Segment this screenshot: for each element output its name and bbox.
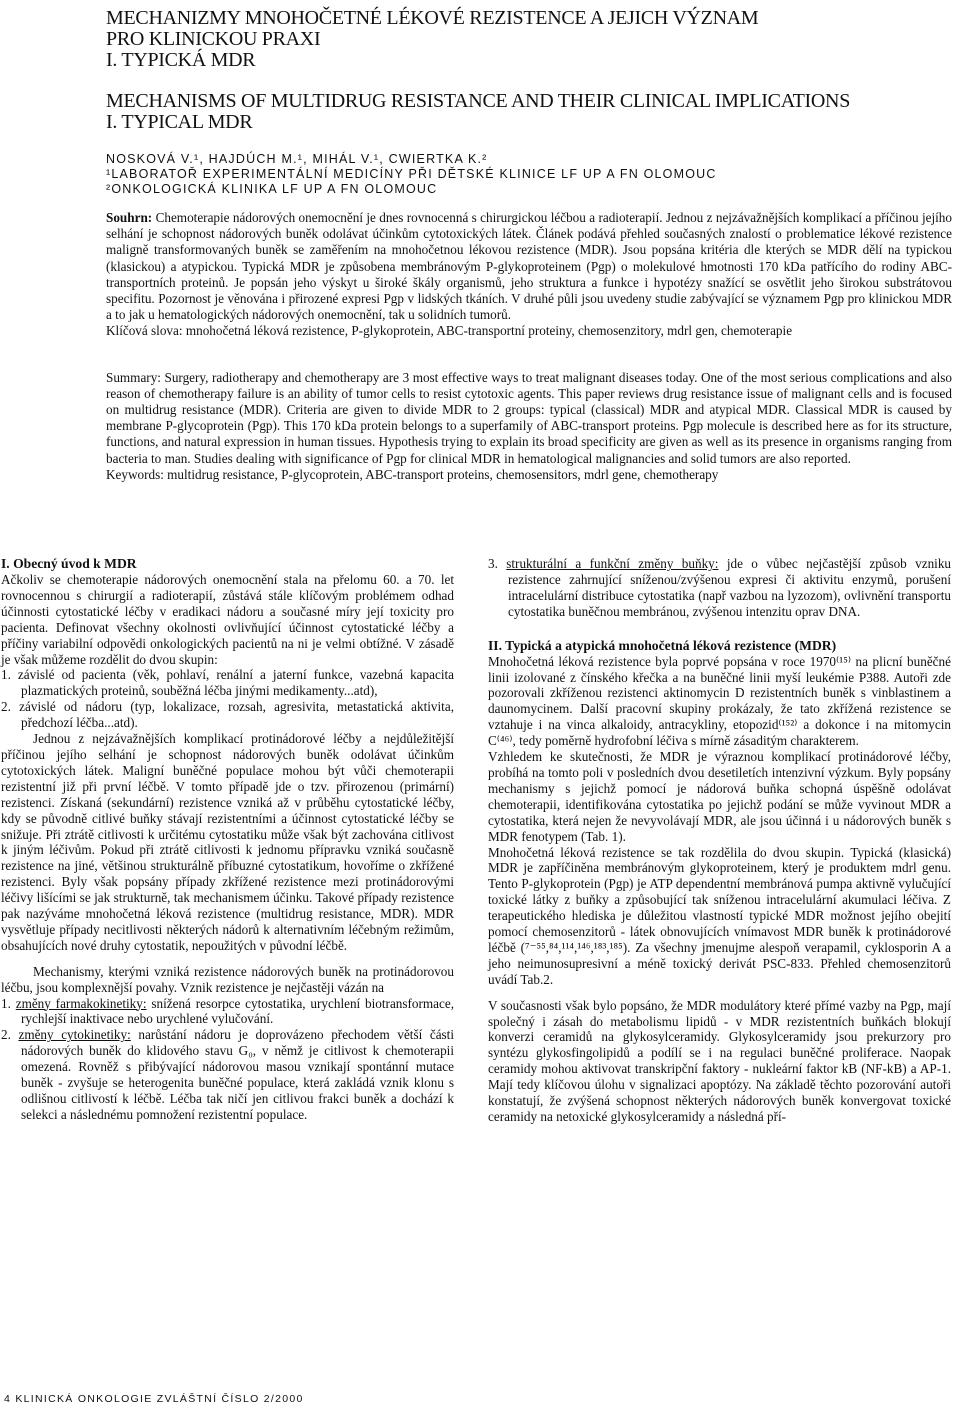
title-cz-line1: MECHANIZMY MNOHOČETNÉ LÉKOVÉ REZISTENCE A JEJICH VÝZNAM [106, 7, 759, 29]
klicova-slova-paragraph [106, 323, 952, 339]
klicova-label: Klíčová slova: [106, 323, 183, 339]
item-label: změny farmakokinetiky: [15, 995, 147, 1011]
section-heading-2: II. Typická a atypická mnohočetná léková rezistence (MDR) [488, 637, 837, 653]
summary-paragraph [106, 370, 952, 467]
mdr-research-paragraph: Vzhledem ke skutečnosti, že MDR je výraznou komplikací protinádorové léčby, probíhá na tomto poli v posledních dvou desetiletích intenzivní výzkum. Byly popsány mechanismy s jejichž pomocí je nádorová buňka schopná úspěšně odolávat chemoterapii, identifikována cytostatika po jejichž podání se může vyvinout MDR a cytostatika, která nejen že nevyvolávají MDR, ale jsou účinná i u nádorových buněk s MDR fenotypem (Tab. 1). [488, 749, 951, 844]
item-text: snížená resorpce cytostatika, urychlení biotransformace, rychlejší inaktivace nebo urychlené vylučování. [21, 995, 455, 1027]
title-cz-line2: PRO KLINICKOU PRAXI [106, 28, 321, 50]
authors-block [106, 152, 717, 197]
ceramide-paragraph: V současnosti však bylo popsáno, že MDR modulátory které přímé vazby na Pgp, mají společný i zásah do metabolismu lipidů - v MDR rezistentních buňkách blokují konverzi ceramidů na glykosylceramidy. Glykosylceramidy jsou prekurzory pro syntézu glykosfingolipidů a podílí se i na regulaci buněčné proliferace. Naopak ceramidy mohou aktivovat transkripční faktory - nukleární faktor kB (NF-kB) a AP-1. Mají tedy klíčovou úlohu v signalizaci apoptózy. Na základě těchto pozorování autoři konstatují, že zvýšená schopnost některých nádorových buněk konvergovat toxické ceramidy na netoxické glykosylceramidy a následná pří- [488, 997, 951, 1124]
title-en-line2: I. TYPICAL MDR [106, 111, 253, 133]
summary-text: Surgery, radiotherapy and chemotherapy are 3 most effective ways to treat malignant diseases today. One of the most serious complications and also reason of chemotherapy failure is an ability of tumor cells to resist cytotoxic agents. This paper reviews drug resistance issue of malignant cells and is focused on multidrug resistance (MDR). Criteria are given to divide MDR to 2 groups: typical (classical) MDR and atypical MDR. Classical MDR is caused by membrane P-glycoprotein (Pgp). This 170 kDa protein belongs to a superfamily of ABC-transport proteins. Pgp molecule is described here as for its structure, functions, and natural expression in human tissues. Hypothesis trying to explain its broad specificity are given as well as its presence in organisms ranging from bacteria to man. Studies dealing with significance of Pgp for clinical MDR in hematological malignancies and solid tumors are also reported. [106, 369, 952, 466]
keywords-paragraph [106, 467, 952, 483]
list-item-cytokinetics [1, 1027, 454, 1122]
mdr-history-paragraph: Mnohočetná léková rezistence byla poprvé popsána v roce 1970⁽¹⁵⁾ na plicní buněčné linii izolované z čínského křečka a na buněčné linii myší leukémie P388. Autoři zde pozorovali zkříženou rezistenci aktinomycin D rezistentních buněk s vinblastinem a daunomycinem. Další pracovní skupiny prokázaly, že tato zkřížená rezistence se vztahuje i na vinca alkaloidy, antracykliny, etopozid⁽¹⁵²⁾ a dokonce i na mitomycin C⁽⁴⁶⁾, tedy poměrně hydrofobní léčiva s mírně zásaditým charakterem. [488, 653, 951, 749]
list-item-patient: 1. závislé od pacienta (věk, pohlaví, renální a jaterní funkce, vazebná kapacita plazmatických proteinů, souběžná léčba jinými medikamenty...atd), [1, 667, 454, 699]
item-number: 3. [488, 556, 498, 571]
author-names: NOSKOVÁ V.¹, HAJDÚCH M.¹, MIHÁL V.¹, CWIERTKA K.² [106, 152, 488, 166]
affiliation-2: ²ONKOLOGICKÁ KLINIKA LF UP A FN OLOMOUC [106, 182, 438, 196]
article-title [106, 8, 926, 133]
list-item-tumor: 2. závislé od nádoru (typ, lokalizace, rozsah, agresivita, metastatická aktivita, předchozí léčba...atd). [1, 699, 454, 731]
title-en-line1: MECHANISMS OF MULTIDRUG RESISTANCE AND THEIR CLINICAL IMPLICATIONS [106, 90, 851, 112]
section-heading-1: I. Obecný úvod k MDR [1, 556, 137, 571]
item-number: 1. [1, 995, 11, 1011]
keywords-label: Keywords: [106, 466, 164, 482]
summary-label: Summary: [106, 369, 161, 385]
left-column [1, 556, 454, 1123]
item-text: narůstání nádoru je doprovázeno přechodem větší části nádorových buněk do klidového stavu G₀, v němž je citlivost k chemoterapii omezená. Rovněž s přibývající nádorovou masou vznikají spontánní mutace buněk - zvyšuje se heterogenita buněčné populace, která zakládá vznik klonu s odlišnou citlivostí k léčbě. Léčba tak ničí jen citlivou frakci buněk a dochází k selekci a následnému pomnožení rezistentní populace. [21, 1027, 455, 1122]
intro-paragraph: Ačkoliv se chemoterapie nádorových onemocnění stala na přelomu 60. a 70. let rovnocennou s chirurgií a radioterapií, zůstává stále klíčovým problémem odhad účinnosti cytostatické léčby v eradikaci nádoru a současné míry její toxicity pro pacienta. Definovat všechny okolnosti ovlivňující účinnost cytostatické léčby a příčiny variabilní odpovědi onkologických pacientů na ni je velmi obtížné. V zásadě je však můžeme rozdělit do dvou skupin: [1, 572, 454, 667]
mechanisms-paragraph: Mechanismy, kterými vzniká rezistence nádorových buněk na protinádorovou léčbu, jsou komplexnější povahy. Vznik rezistence je nejčastěji vázán na [1, 963, 454, 995]
klicova-text: mnohočetná léková rezistence, P-glykoprotein, ABC-transportní proteiny, chemosenzitory, mdrl gen, chemoterapie [185, 323, 793, 339]
list-item-pharmacokinetics [1, 996, 454, 1028]
mdr-typical-paragraph: Mnohočetná léková rezistence se tak rozdělila do dvou skupin. Typická (klasická) MDR je zapříčiněna membránovým glykoproteinem, který je produktem mdrl genu. Tento P-glykoprotein (Pgp) je ATP dependentní membránová pumpa aktivně vylučující toxické látky z buňky a způsobující tak sníženou intracelulární akumulaci léčiva. Z terapeutického hlediska je důležitou vlastností typické MDR možnost jejího obejití pomocí chemosenzitorů - látek obnovujících vnímavost MDR buněk k protinádorové léčbě (⁷⁻⁵⁵,⁸⁴,¹¹⁴,¹⁴⁶,¹⁸³,¹⁸⁵). Za všechny jmenujme alespoň verapamil, cyklosporin A a jeho neimunosupresivní a méně toxický derivát PSC-833. Přehled chemosenzitorů uvádí Tab.2. [488, 844, 951, 987]
item-label: změny cytokinetiky: [18, 1027, 131, 1043]
keywords-text: multidrug resistance, P-glycoprotein, ABC-transport proteins, chemosensitors, mdrl gene, chemotherapy [167, 466, 719, 482]
souhrn-label: Souhrn: [106, 210, 153, 225]
page-footer: 4 KLINICKÁ ONKOLOGIE ZVLÁŠTNÍ ČÍSLO 2/2000 [4, 1393, 304, 1405]
right-column [488, 556, 951, 1125]
souhrn-text: Chemoterapie nádorových onemocnění je dnes rovnocenná s chirurgickou léčbou a radioterapií. Jednou z nejzávažnějších komplikací a příčinou jejího selhání je schopnost nádorových buněk odolávat účinkům cytotoxických látek. Článek podává přehled současných znalostí o problematice lékové rezistence maligně transformovaných buněk se zaměřením na mnohočetnou lékovou rezistence (MDR). Jsou popsána kritéria dle kterých se MDR dělí na typickou (klasickou) a atypickou. Typická MDR je způsobena membránovým P-glykoproteinem (Pgp) o molekulové hmotnosti 170 kDa patřícího do rodiny ABC-transportních proteinů. Je popsán jeho výskyt u široké škály organismů, jeho struktura a funkce i hypotézy snažící se osvětlit jeho širokou substrátovou specifitu. Pozornost je věnována i přirozené expresi Pgp v lidských tkáních. V druhé půli jsou uvedeny studie zabývající se významem Pgp pro klinickou MDR a to jak u hematologických nádorových onemocnění, tak u solidních tumorů. [106, 210, 952, 323]
item-label: strukturální a funkční změny buňky: [506, 556, 719, 571]
affiliation-1: ¹LABORATOŘ EXPERIMENTÁLNÍ MEDICÍNY PŘI DĚTSKÉ KLINICE LF UP A FN OLOMOUC [106, 167, 717, 181]
souhrn-paragraph [106, 210, 952, 323]
item-number: 2. [1, 1027, 11, 1043]
list-item-structural [488, 556, 951, 620]
title-cz-line3: I. TYPICKÁ MDR [106, 49, 256, 71]
abstract-block [106, 210, 952, 483]
resistance-paragraph: Jednou z nejzávažnějších komplikací protinádorové léčby a nejdůležitější příčinou jejího selhání je schopnost nádorových buněk odolávat účinkům cytotoxických látek. Maligní buněčné populace mohou být vůči chemoterapii rezistentní již při první léčbě. V tomto případě jde o tzv. přirozenou (primární) rezistenci. Získaná (sekundární) rezistence vzniká až v průběhu cytostatické léčby, kdy se původně citlivé buňky stávají rezistentními a účinnost cytostatické léčby se snižuje. Při ztrátě citlivosti k určitému cytostatiku může však být zachována citlivost k jiným léčivům. Pokud při ztrátě citlivosti k jednomu přípravku vzniká současně rezistence na jiné, většinou strukturálně příbuzné cytostatikum, hovoříme o zkřížené rezistenci. Byly však popsány případy zkřížené rezistence mezi protinádorovými léčivy lišícími se jak strukturně, tak mechanismem účinku. Takové případy rezistence pak nazýváme mnohočetná léková rezistence (multidrug resistance, MDR). MDR vysvětluje případy necitlivosti některých nádorů k alternativním léčebným režimům, obsahujících nové druhy cytostatik, nepoužitých v původní léčbě. [1, 731, 454, 953]
item-text: jde o vůbec nejčastější způsob vzniku rezistence zahrnující sníženou/zvýšenou expresi či aktivitu enzymů, porušení intracelulární distribuce cytostatika (např vazbou na lyzozom), ovlivnění transportu cytostatika buněčnou membránou, zvýšenou intenzitu oprav DNA. [508, 556, 952, 619]
